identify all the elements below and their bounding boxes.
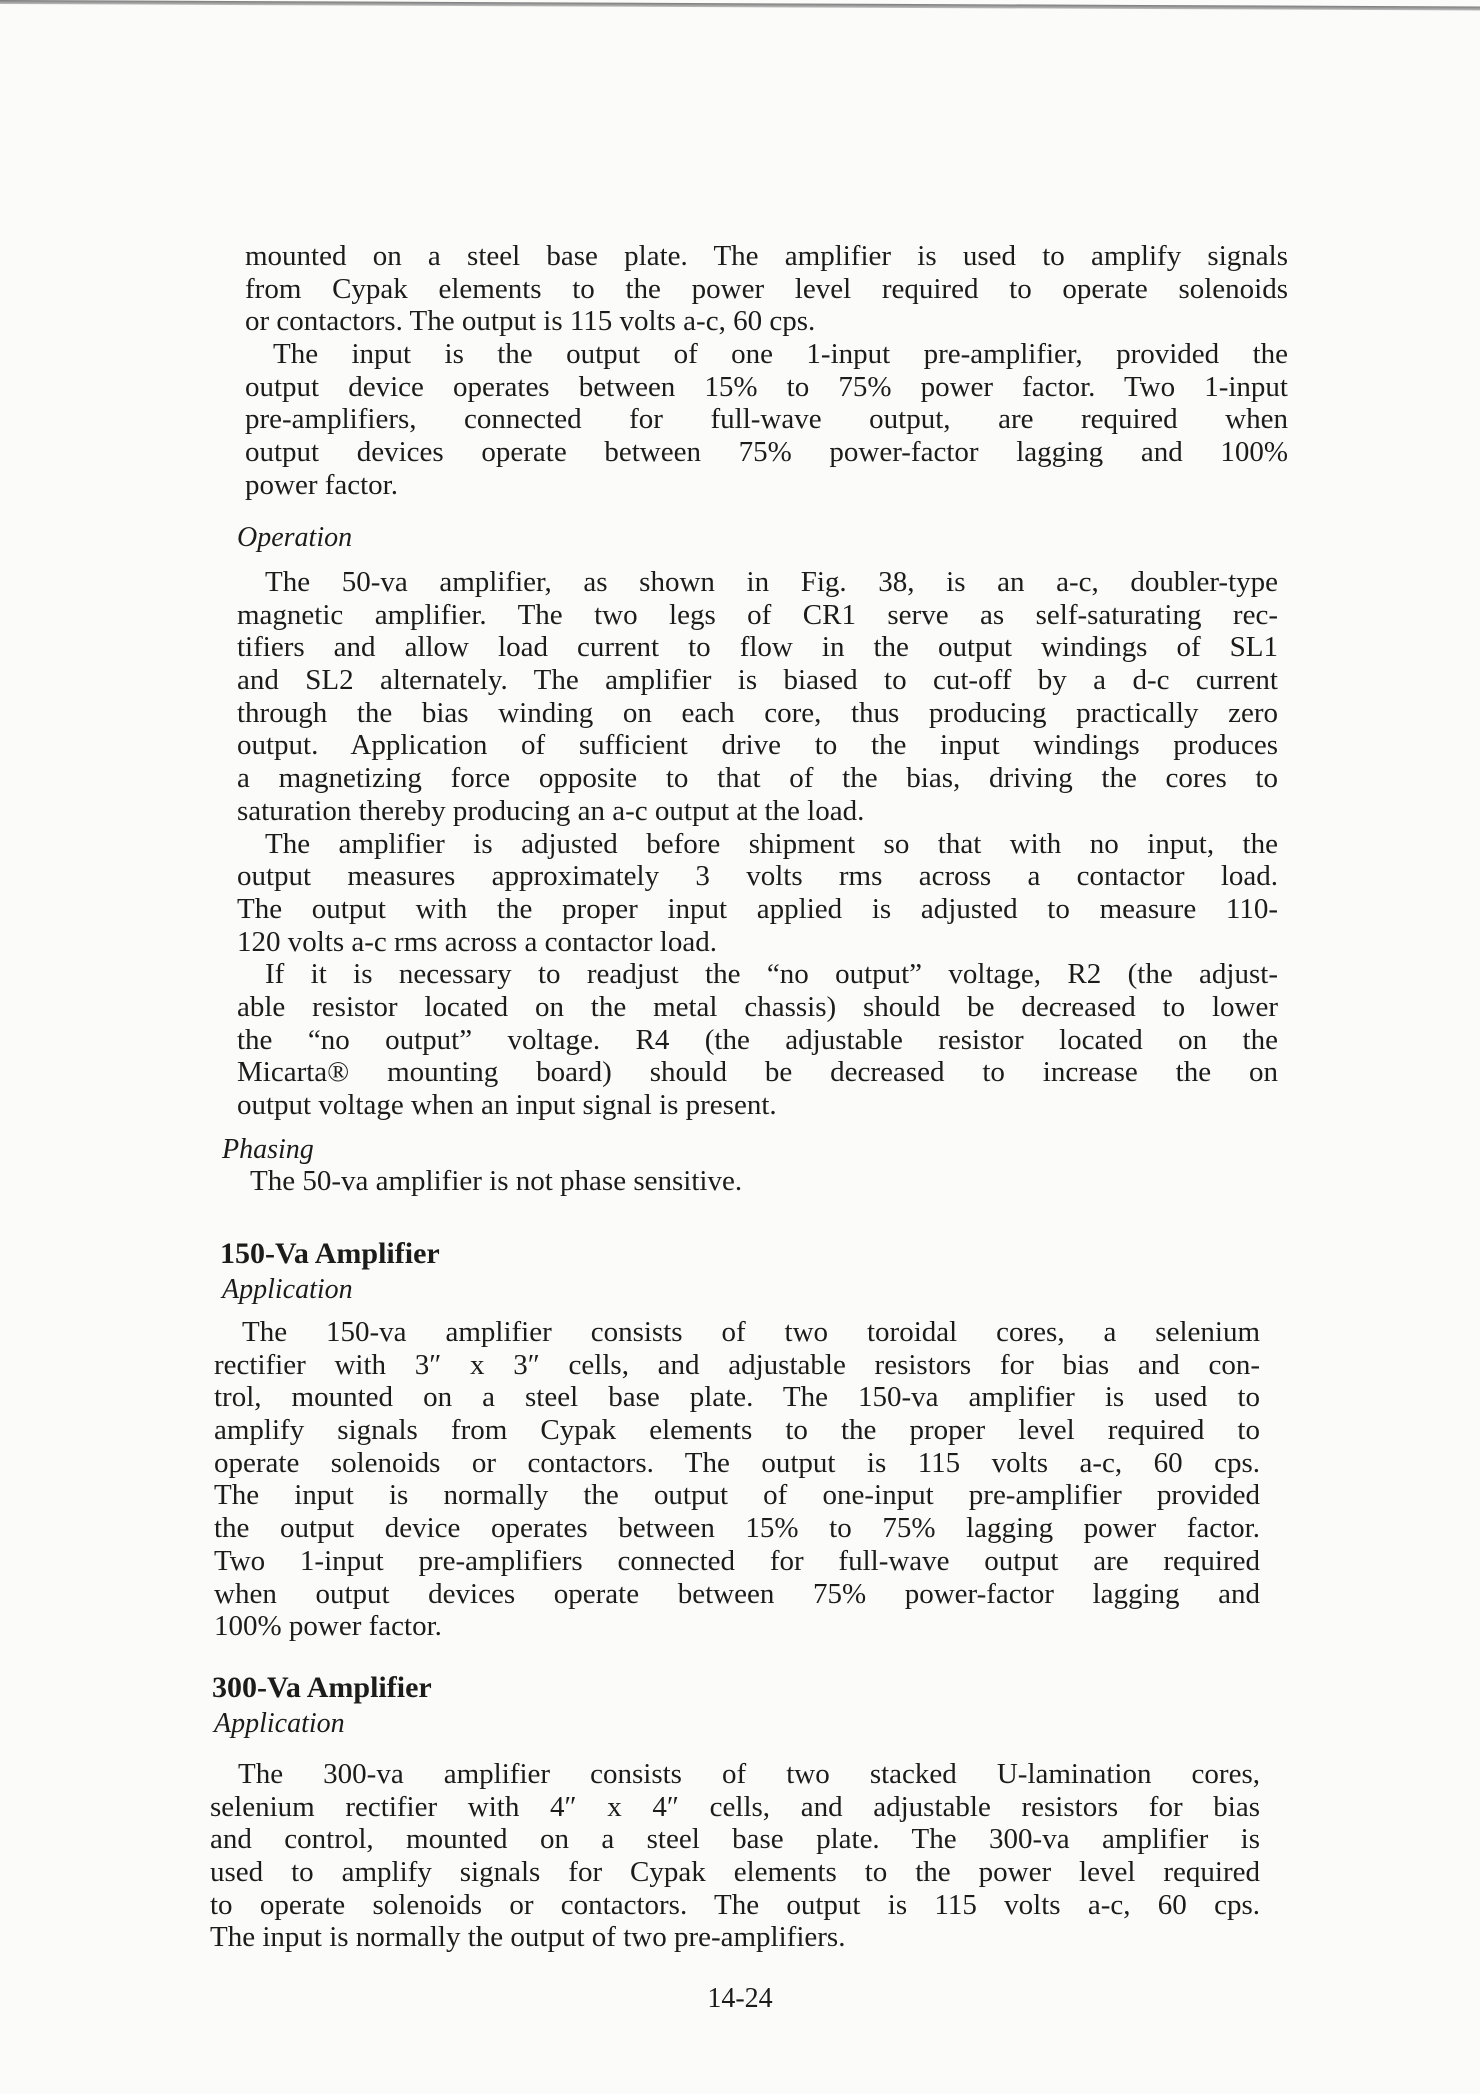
text-line: the “no output” voltage. R4 (the adjustable resistor located on the: [237, 1023, 1278, 1056]
text-line: or contactors. The output is 115 volts a-c, 60 cps.: [245, 305, 816, 338]
text-line: The input is the output of one 1-input pre-amplifier, provided the: [273, 338, 1288, 371]
text-line: The 300-va amplifier consists of two stacked U-lamination cores,: [238, 1758, 1260, 1790]
text-line: output devices operate between 75% power-factor lagging and 100%: [245, 436, 1288, 469]
scan-edge-line: [0, 0, 1480, 10]
text-line: If it is necessary to readjust the “no output” voltage, R2 (the adjust-: [265, 958, 1278, 991]
text-line: output voltage when an input signal is present.: [237, 1089, 777, 1121]
text-line: Micarta® mounting board) should be decreased to increase the on: [237, 1056, 1278, 1089]
text-line: mounted on a steel base plate. The amplifier is used to amplify signals: [245, 240, 1288, 272]
heading: 300-Va Amplifier: [212, 1671, 432, 1704]
subheading: Application: [222, 1274, 353, 1305]
subheading: Application: [214, 1708, 345, 1739]
text-line: magnetic amplifier. The two legs of CR1 serve as self-saturating rec-: [237, 598, 1278, 631]
text-line: The 150-va amplifier consists of two toroidal cores, a selenium: [242, 1316, 1260, 1348]
heading: 150-Va Amplifier: [220, 1237, 440, 1270]
text-line: to operate solenoids or contactors. The output is 115 volts a-c, 60 cps.: [210, 1888, 1260, 1921]
text-line: trol, mounted on a steel base plate. The 150-va amplifier is used to: [214, 1381, 1260, 1414]
subheading: Operation: [237, 522, 353, 553]
text-line: and control, mounted on a steel base plate. The 300-va amplifier is: [210, 1823, 1260, 1856]
text-line: output device operates between 15% to 75% power factor. Two 1-input: [245, 370, 1288, 403]
text-line: the output device operates between 15% to 75% lagging power factor.: [214, 1512, 1260, 1545]
paragraph-block: [214, 1316, 1260, 1643]
text-line: The amplifier is adjusted before shipment so that with no input, the: [265, 827, 1278, 860]
text-line: The 50-va amplifier, as shown in Fig. 38, is an a-c, doubler-type: [265, 566, 1278, 598]
text-line: 120 volts a-c rms across a contactor load.: [237, 925, 717, 958]
text-line: able resistor located on the metal chassis) should be decreased to lower: [237, 990, 1278, 1023]
text-line: used to amplify signals for Cypak elements to the power level required: [210, 1856, 1260, 1889]
text-line: output. Application of sufficient drive to the input windings produces: [237, 729, 1278, 762]
text-line: 100% power factor.: [214, 1610, 442, 1643]
text-line: selenium rectifier with 4″ x 4″ cells, and adjustable resistors for bias: [210, 1790, 1260, 1823]
paragraph-block: [245, 240, 1288, 502]
text-line: saturation thereby producing an a-c output at the load.: [237, 794, 865, 827]
text-line: output measures approximately 3 volts rms across a contactor load.: [237, 860, 1278, 893]
text-line: The input is normally the output of one-input pre-amplifier provided: [214, 1479, 1260, 1512]
text-line: and SL2 alternately. The amplifier is biased to cut-off by a d-c current: [237, 664, 1278, 697]
text-line: The 50-va amplifier is not phase sensitive.: [250, 1165, 743, 1197]
page-number: 14-24: [707, 1983, 773, 2014]
text-line: through the bias winding on each core, thus producing practically zero: [237, 696, 1278, 729]
text-line: from Cypak elements to the power level required to operate solenoids: [245, 272, 1288, 305]
text-line: operate solenoids or contactors. The output is 115 volts a-c, 60 cps.: [214, 1446, 1260, 1479]
text-line: The output with the proper input applied is adjusted to measure 110-: [237, 892, 1278, 925]
text-line: pre-amplifiers, connected for full-wave output, are required when: [245, 403, 1288, 436]
text-line: a magnetizing force opposite to that of the bias, driving the cores to: [237, 762, 1278, 795]
text-line: power factor.: [245, 468, 398, 501]
text-line: tifiers and allow load current to flow in the output windings of SL1: [237, 631, 1278, 664]
paragraph-block: [210, 1758, 1260, 1954]
text-line: The input is normally the output of two pre-amplifiers.: [210, 1921, 846, 1954]
text-line: rectifier with 3″ x 3″ cells, and adjustable resistors for bias and con-: [214, 1348, 1260, 1381]
paragraph-block: [237, 566, 1278, 1122]
text-line: when output devices operate between 75% power-factor lagging and: [214, 1577, 1260, 1610]
subheading: Phasing: [222, 1134, 314, 1165]
text-line: Two 1-input pre-amplifiers connected for full-wave output are required: [214, 1544, 1260, 1577]
text-line: amplify signals from Cypak elements to the proper level required to: [214, 1414, 1260, 1447]
paragraph-block: [222, 1165, 1263, 1198]
